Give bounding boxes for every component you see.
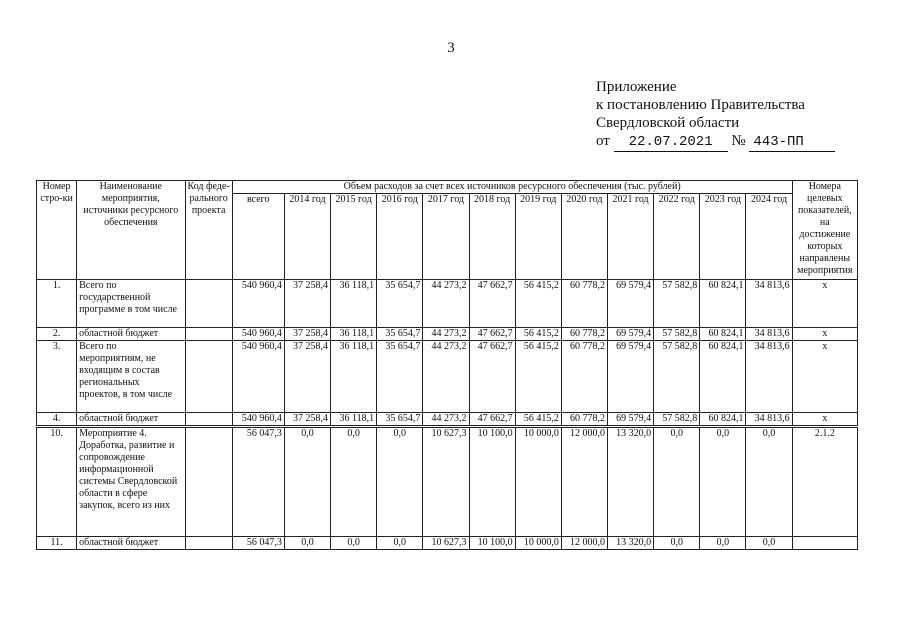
header-row — [37, 181, 858, 194]
appendix-resolution: к постановлению Правительства — [596, 97, 805, 113]
row-value: 0,0 — [284, 427, 330, 537]
row-value: 0,0 — [377, 537, 423, 550]
row-name: областной бюджет — [77, 537, 185, 550]
header-row-number: Номер стро-ки — [37, 181, 77, 280]
row-value: 36 118,1 — [331, 341, 377, 413]
header-code: Код феде-рального проекта — [185, 181, 232, 280]
header-year: 2014 год — [284, 194, 330, 280]
row-value: 0,0 — [284, 537, 330, 550]
row-value: 47 662,7 — [469, 280, 515, 328]
row-value: 0,0 — [746, 427, 792, 537]
row-code — [185, 537, 232, 550]
row-value: 37 258,4 — [284, 328, 330, 341]
row-code — [185, 413, 232, 427]
row-indicator: х — [792, 280, 857, 328]
row-value: 0,0 — [700, 537, 746, 550]
row-indicator: х — [792, 413, 857, 427]
row-value: 13 320,0 — [607, 537, 653, 550]
row-number: 4. — [37, 413, 77, 427]
row-value: 34 813,6 — [746, 341, 792, 413]
row-value: 0,0 — [700, 427, 746, 537]
row-indicator: х — [792, 328, 857, 341]
table-row — [37, 341, 858, 413]
row-value: 36 118,1 — [331, 280, 377, 328]
row-total: 540 960,4 — [232, 413, 284, 427]
header-year: 2019 год — [515, 194, 561, 280]
row-value: 34 813,6 — [746, 328, 792, 341]
row-value: 60 824,1 — [700, 341, 746, 413]
row-value: 44 273,2 — [423, 341, 469, 413]
row-value: 69 579,4 — [607, 413, 653, 427]
row-total: 56 047,3 — [232, 537, 284, 550]
row-value: 69 579,4 — [607, 328, 653, 341]
row-name: Всего по мероприятиям, не входящим в состав региональных проектов, в том числе — [77, 341, 185, 413]
row-indicator: 2.1.2 — [792, 427, 857, 537]
row-value: 44 273,2 — [423, 280, 469, 328]
row-value: 12 000,0 — [561, 427, 607, 537]
table-row — [37, 413, 858, 427]
header-name: Наименование мероприятия, источники ресурсного обеспечения — [77, 181, 185, 280]
row-value: 60 778,2 — [561, 341, 607, 413]
row-indicator: х — [792, 341, 857, 413]
row-value: 0,0 — [377, 427, 423, 537]
resolution-number: 443-ПП — [749, 133, 835, 152]
row-value: 56 415,2 — [515, 413, 561, 427]
header-volume: Объем расходов за счет всех источников ресурсного обеспечения (тыс. рублей) — [232, 181, 792, 194]
row-value: 0,0 — [331, 537, 377, 550]
row-number: 10. — [37, 427, 77, 537]
header-year: 2018 год — [469, 194, 515, 280]
row-number: 1. — [37, 280, 77, 328]
row-total: 540 960,4 — [232, 341, 284, 413]
row-value: 37 258,4 — [284, 341, 330, 413]
header-year: 2021 год — [607, 194, 653, 280]
row-value: 56 415,2 — [515, 328, 561, 341]
row-value: 13 320,0 — [607, 427, 653, 537]
row-value: 57 582,8 — [654, 280, 700, 328]
header-year: 2023 год — [700, 194, 746, 280]
row-value: 60 778,2 — [561, 328, 607, 341]
row-value: 35 654,7 — [377, 280, 423, 328]
row-number: 3. — [37, 341, 77, 413]
row-value: 37 258,4 — [284, 413, 330, 427]
row-name: областной бюджет — [77, 413, 185, 427]
row-number: 2. — [37, 328, 77, 341]
table-row — [37, 328, 858, 341]
row-name: Мероприятие 4. Доработка, развитие и сопровождение информационной системы Свердловской области в сфере закупок, всего из них — [77, 427, 185, 537]
row-value: 10 627,3 — [423, 537, 469, 550]
row-number: 11. — [37, 537, 77, 550]
row-value: 60 824,1 — [700, 328, 746, 341]
header-total: всего — [232, 194, 284, 280]
row-value: 69 579,4 — [607, 280, 653, 328]
row-value: 36 118,1 — [331, 328, 377, 341]
row-value: 35 654,7 — [377, 328, 423, 341]
row-value: 60 824,1 — [700, 280, 746, 328]
row-value: 12 000,0 — [561, 537, 607, 550]
header-year: 2020 год — [561, 194, 607, 280]
header-year: 2022 год — [654, 194, 700, 280]
appendix-block — [596, 78, 835, 152]
row-value: 47 662,7 — [469, 413, 515, 427]
header-year: 2024 год — [746, 194, 792, 280]
row-total: 540 960,4 — [232, 328, 284, 341]
row-value: 0,0 — [654, 427, 700, 537]
row-value: 60 824,1 — [700, 413, 746, 427]
row-value: 10 000,0 — [515, 427, 561, 537]
appendix-date-line — [596, 132, 835, 152]
header-indicators: Номера целевых показателей, на достижение которых направлены мероприятия — [792, 181, 857, 280]
row-code — [185, 341, 232, 413]
row-value: 34 813,6 — [746, 280, 792, 328]
row-name: областной бюджет — [77, 328, 185, 341]
row-code — [185, 328, 232, 341]
table-row — [37, 280, 858, 328]
row-value: 10 100,0 — [469, 537, 515, 550]
row-total: 540 960,4 — [232, 280, 284, 328]
appendix-title: Приложение — [596, 79, 677, 95]
row-value: 44 273,2 — [423, 328, 469, 341]
budget-table — [36, 180, 858, 550]
row-value: 0,0 — [746, 537, 792, 550]
resolution-date: 22.07.2021 — [614, 133, 728, 152]
table-row — [37, 427, 858, 537]
row-value: 37 258,4 — [284, 280, 330, 328]
row-value: 10 100,0 — [469, 427, 515, 537]
table-row — [37, 537, 858, 550]
row-total: 56 047,3 — [232, 427, 284, 537]
header-year: 2016 год — [377, 194, 423, 280]
row-value: 69 579,4 — [607, 341, 653, 413]
row-value: 10 627,3 — [423, 427, 469, 537]
row-indicator — [792, 537, 857, 550]
row-value: 44 273,2 — [423, 413, 469, 427]
row-value: 60 778,2 — [561, 280, 607, 328]
row-value: 47 662,7 — [469, 328, 515, 341]
row-value: 34 813,6 — [746, 413, 792, 427]
row-value: 10 000,0 — [515, 537, 561, 550]
header-year: 2017 год — [423, 194, 469, 280]
row-value: 0,0 — [331, 427, 377, 537]
row-value: 0,0 — [654, 537, 700, 550]
row-value: 57 582,8 — [654, 328, 700, 341]
page-number: 3 — [447, 40, 455, 56]
row-value: 35 654,7 — [377, 413, 423, 427]
row-value: 47 662,7 — [469, 341, 515, 413]
row-name: Всего по государственной программе в том числе — [77, 280, 185, 328]
row-code — [185, 427, 232, 537]
number-prefix: № — [731, 133, 746, 149]
row-code — [185, 280, 232, 328]
date-prefix: от — [596, 133, 610, 149]
row-value: 57 582,8 — [654, 341, 700, 413]
row-value: 56 415,2 — [515, 341, 561, 413]
header-year: 2015 год — [331, 194, 377, 280]
row-value: 57 582,8 — [654, 413, 700, 427]
row-value: 35 654,7 — [377, 341, 423, 413]
row-value: 36 118,1 — [331, 413, 377, 427]
row-value: 60 778,2 — [561, 413, 607, 427]
appendix-region: Свердловской области — [596, 115, 740, 131]
row-value: 56 415,2 — [515, 280, 561, 328]
